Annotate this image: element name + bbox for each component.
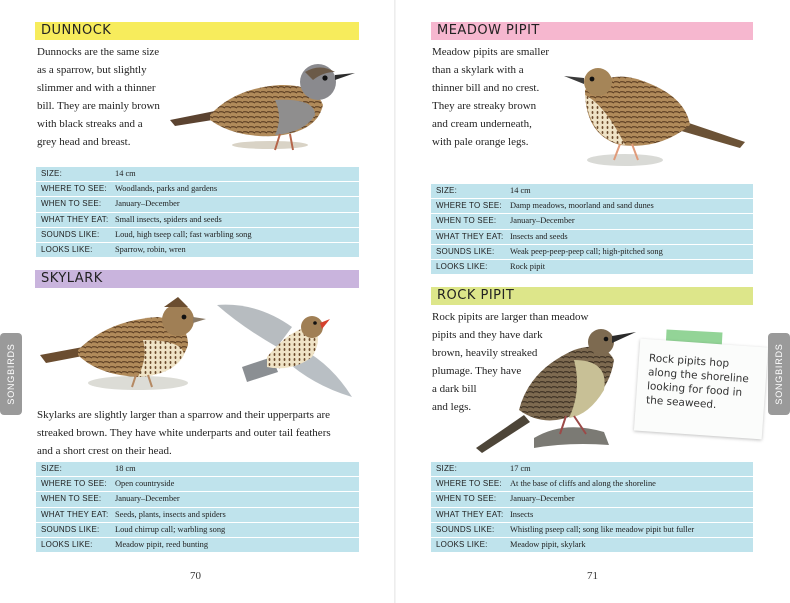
meadow-pipit-facts-table — [431, 184, 753, 275]
table-row: WHEN TO SEE: January–December — [431, 214, 753, 228]
table-row: WHAT THEY EAT: Insects — [431, 508, 753, 522]
table-row: LOOKS LIKE: Rock pipit — [431, 260, 753, 274]
dunnock-description: Dunnocks are the same size as a sparrow, but slightly slimmer and with a thinner bill. They are mainly brown with black streaks and a grey head and breast. — [37, 46, 160, 148]
table-row: SOUNDS LIKE: Whistling pseep call; song like meadow pipit but fuller — [431, 523, 753, 537]
skylark-standing-illustration — [38, 295, 208, 395]
skylark-flying-illustration — [212, 297, 362, 402]
table-row: WHAT THEY EAT: Seeds, plants, insects and spiders — [36, 508, 359, 522]
rock-pipit-note: Rock pipits hop along the shoreline looking for food in the seaweed. — [634, 339, 768, 440]
meadow-pipit-illustration — [560, 60, 750, 175]
table-row: SOUNDS LIKE: Weak peep-peep-peep call; high-pitched song — [431, 245, 753, 259]
table-row: LOOKS LIKE: Sparrow, robin, wren — [36, 243, 359, 257]
table-row: WHAT THEY EAT: Small insects, spiders and seeds — [36, 213, 359, 227]
table-row: WHERE TO SEE: Damp meadows, moorland and sand dunes — [431, 199, 753, 213]
skylark-facts-table — [36, 462, 359, 553]
table-row: SIZE: 14 cm — [431, 184, 753, 198]
table-row: WHEN TO SEE: January–December — [36, 492, 359, 506]
table-row: SOUNDS LIKE: Loud chirrup call; warbling song — [36, 523, 359, 537]
table-row: WHERE TO SEE: At the base of cliffs and along the shoreline — [431, 477, 753, 491]
table-row: LOOKS LIKE: Meadow pipit, reed bunting — [36, 538, 359, 552]
dunnock-header: DUNNOCK — [35, 22, 359, 40]
page-number-right: 71 — [587, 570, 598, 582]
table-row: WHEN TO SEE: January–December — [431, 492, 753, 506]
section-tab-left[interactable]: SONGBIRDS — [0, 333, 22, 415]
table-row: SIZE: 17 cm — [431, 462, 753, 476]
page-number-left: 70 — [190, 570, 201, 582]
rock-pipit-description: Rock pipits are larger than meadow pipits and they have dark brown, heavily streaked plumage. They have a dark bill and legs. — [432, 311, 589, 413]
rock-pipit-header: ROCK PIPIT — [431, 287, 753, 305]
meadow-pipit-header: MEADOW PIPIT — [431, 22, 753, 40]
table-row: WHERE TO SEE: Open countryside — [36, 477, 359, 491]
dunnock-illustration — [165, 60, 360, 155]
table-row: WHERE TO SEE: Woodlands, parks and gardens — [36, 182, 359, 196]
section-tab-right[interactable]: SONGBIRDS — [768, 333, 790, 415]
skylark-header: SKYLARK — [35, 270, 359, 288]
table-row: WHAT THEY EAT: Insects and seeds — [431, 230, 753, 244]
rock-pipit-illustration — [474, 320, 644, 455]
skylark-description: Skylarks are slightly larger than a sparrow and their upperparts are streaked brown. They have white underparts and outer tail feathers and a short crest on their head. — [37, 409, 331, 457]
meadow-pipit-description: Meadow pipits are smaller than a skylark with a thinner bill and no crest. They are streaky brown and cream underneath, with pale orange legs. — [432, 46, 549, 148]
table-row: WHEN TO SEE: January–December — [36, 197, 359, 211]
table-row: SIZE: 18 cm — [36, 462, 359, 476]
table-row: SOUNDS LIKE: Loud, high tseep call; fast warbling song — [36, 228, 359, 242]
table-row: LOOKS LIKE: Meadow pipit, skylark — [431, 538, 753, 552]
table-row: SIZE: 14 cm — [36, 167, 359, 181]
rock-pipit-facts-table — [431, 462, 753, 553]
page-gutter — [394, 0, 396, 603]
dunnock-facts-table — [36, 167, 359, 258]
